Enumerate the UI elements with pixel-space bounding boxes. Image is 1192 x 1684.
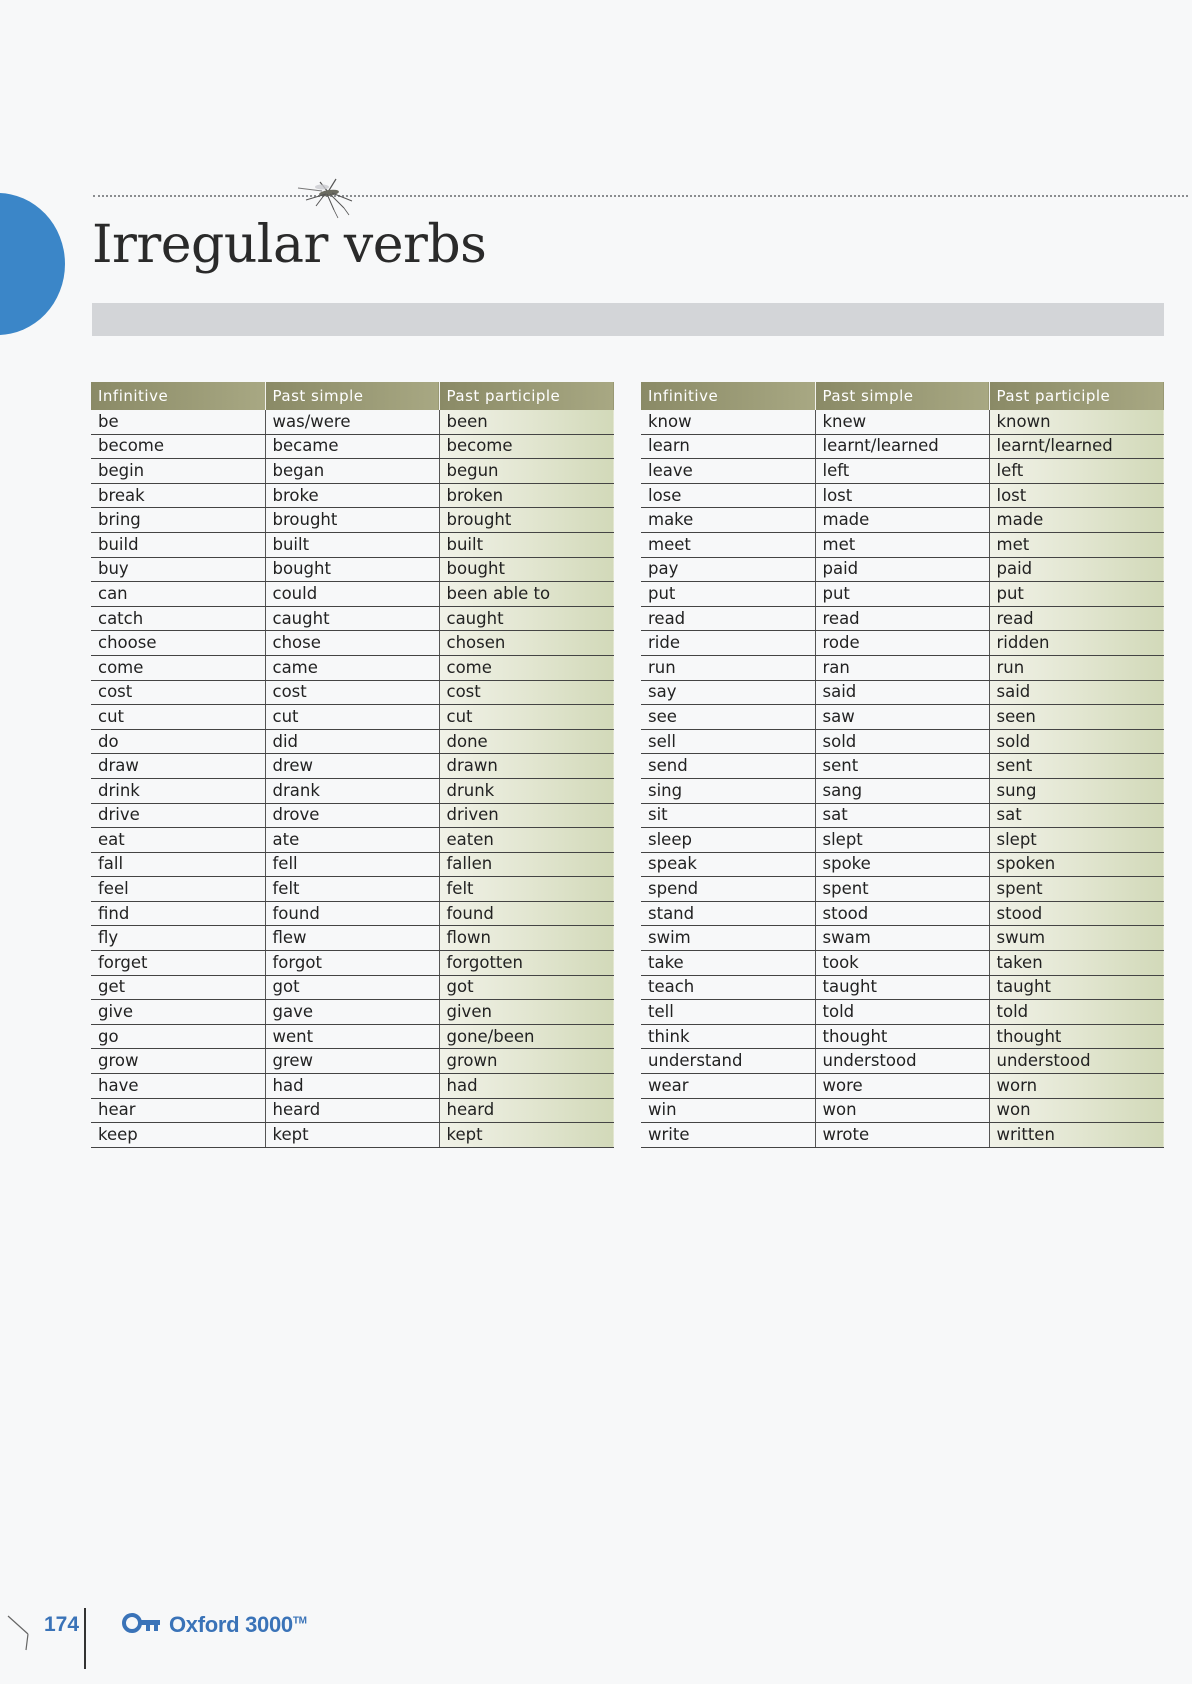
- infinitive-cell: say: [641, 680, 815, 705]
- infinitive-cell: fly: [91, 926, 265, 951]
- infinitive-cell: grow: [91, 1049, 265, 1074]
- table-row: [91, 803, 614, 828]
- table-row: [91, 434, 614, 459]
- table-row: [641, 705, 1164, 730]
- past-simple-cell: chose: [265, 631, 439, 656]
- table-row: [91, 1098, 614, 1123]
- past-participle-cell: had: [439, 1074, 614, 1099]
- table-row: [91, 901, 614, 926]
- past-participle-cell: felt: [439, 877, 614, 902]
- past-simple-cell: slept: [815, 828, 989, 853]
- table-row: [91, 975, 614, 1000]
- brand-name: [169, 1612, 307, 1638]
- past-participle-cell: flown: [439, 926, 614, 951]
- past-participle-cell: cut: [439, 705, 614, 730]
- infinitive-cell: sit: [641, 803, 815, 828]
- infinitive-cell: drive: [91, 803, 265, 828]
- infinitive-cell: speak: [641, 852, 815, 877]
- page-title: Irregular verbs: [92, 215, 487, 275]
- past-participle-cell: sold: [989, 729, 1164, 754]
- past-participle-cell: taken: [989, 951, 1164, 976]
- past-simple-cell: drank: [265, 778, 439, 803]
- table-row: [641, 410, 1164, 434]
- past-participle-cell: worn: [989, 1074, 1164, 1099]
- past-participle-cell: told: [989, 1000, 1164, 1025]
- table-row: [641, 828, 1164, 853]
- past-participle-cell: grown: [439, 1049, 614, 1074]
- table-row: [641, 483, 1164, 508]
- table-row: [91, 828, 614, 853]
- past-participle-cell: known: [989, 410, 1164, 434]
- table-row: [641, 1074, 1164, 1099]
- key-icon: [122, 1611, 162, 1635]
- table-row: [641, 1000, 1164, 1025]
- trademark-mark: TM: [292, 1615, 307, 1627]
- page-number: 174: [44, 1613, 80, 1636]
- table-row: [91, 532, 614, 557]
- table-row: [641, 508, 1164, 533]
- past-simple-cell: saw: [815, 705, 989, 730]
- table-row: [91, 582, 614, 607]
- table-row: [641, 754, 1164, 779]
- table-row: [641, 459, 1164, 484]
- infinitive-cell: tell: [641, 1000, 815, 1025]
- table-row: [91, 951, 614, 976]
- past-participle-cell: gone/been: [439, 1024, 614, 1049]
- header-band: [92, 303, 1164, 336]
- table-row: [91, 680, 614, 705]
- table-row: [91, 508, 614, 533]
- table-row: [641, 803, 1164, 828]
- past-simple-cell: learnt/learned: [815, 434, 989, 459]
- column-header-past-simple: Past simple: [265, 382, 439, 410]
- past-simple-cell: had: [265, 1074, 439, 1099]
- past-simple-cell: understood: [815, 1049, 989, 1074]
- past-participle-cell: cost: [439, 680, 614, 705]
- past-simple-cell: read: [815, 606, 989, 631]
- past-participle-cell: got: [439, 975, 614, 1000]
- past-participle-cell: left: [989, 459, 1164, 484]
- infinitive-cell: be: [91, 410, 265, 434]
- past-simple-cell: swam: [815, 926, 989, 951]
- past-participle-cell: put: [989, 582, 1164, 607]
- past-participle-cell: spent: [989, 877, 1164, 902]
- table-row: [91, 754, 614, 779]
- table-row: [641, 606, 1164, 631]
- table-row: [91, 877, 614, 902]
- past-participle-cell: paid: [989, 557, 1164, 582]
- past-participle-cell: made: [989, 508, 1164, 533]
- table-row: [91, 1000, 614, 1025]
- past-simple-cell: bought: [265, 557, 439, 582]
- title-rule: [93, 195, 1188, 197]
- infinitive-cell: keep: [91, 1123, 265, 1148]
- infinitive-cell: put: [641, 582, 815, 607]
- past-simple-cell: wore: [815, 1074, 989, 1099]
- infinitive-cell: build: [91, 532, 265, 557]
- footer-separator: [84, 1608, 86, 1669]
- table-row: [641, 901, 1164, 926]
- infinitive-cell: become: [91, 434, 265, 459]
- infinitive-cell: know: [641, 410, 815, 434]
- infinitive-cell: sleep: [641, 828, 815, 853]
- table-row: [91, 729, 614, 754]
- infinitive-cell: begin: [91, 459, 265, 484]
- table-row: [91, 852, 614, 877]
- table-row: [641, 926, 1164, 951]
- past-participle-cell: lost: [989, 483, 1164, 508]
- past-simple-cell: became: [265, 434, 439, 459]
- corner-mark: [6, 1612, 36, 1652]
- infinitive-cell: leave: [641, 459, 815, 484]
- infinitive-cell: spend: [641, 877, 815, 902]
- infinitive-cell: do: [91, 729, 265, 754]
- table-row: [641, 1098, 1164, 1123]
- past-simple-cell: went: [265, 1024, 439, 1049]
- past-simple-cell: took: [815, 951, 989, 976]
- infinitive-cell: swim: [641, 926, 815, 951]
- infinitive-cell: cut: [91, 705, 265, 730]
- past-simple-cell: could: [265, 582, 439, 607]
- past-simple-cell: broke: [265, 483, 439, 508]
- infinitive-cell: write: [641, 1123, 815, 1148]
- table-row: [91, 705, 614, 730]
- table-row: [641, 557, 1164, 582]
- past-participle-cell: forgotten: [439, 951, 614, 976]
- past-simple-cell: came: [265, 655, 439, 680]
- past-simple-cell: sat: [815, 803, 989, 828]
- past-participle-cell: found: [439, 901, 614, 926]
- past-simple-cell: knew: [815, 410, 989, 434]
- infinitive-cell: eat: [91, 828, 265, 853]
- table-row: [641, 655, 1164, 680]
- infinitive-cell: feel: [91, 877, 265, 902]
- column-header-past-simple: Past simple: [815, 382, 989, 410]
- past-simple-cell: told: [815, 1000, 989, 1025]
- past-simple-cell: made: [815, 508, 989, 533]
- past-simple-cell: put: [815, 582, 989, 607]
- past-simple-cell: drove: [265, 803, 439, 828]
- past-simple-cell: spoke: [815, 852, 989, 877]
- past-participle-cell: eaten: [439, 828, 614, 853]
- past-participle-cell: understood: [989, 1049, 1164, 1074]
- table-header-row: [641, 382, 1164, 410]
- past-simple-cell: sang: [815, 778, 989, 803]
- infinitive-cell: see: [641, 705, 815, 730]
- infinitive-cell: make: [641, 508, 815, 533]
- past-participle-cell: been able to: [439, 582, 614, 607]
- table-row: [91, 483, 614, 508]
- table-row: [641, 680, 1164, 705]
- past-simple-cell: built: [265, 532, 439, 557]
- past-participle-cell: ridden: [989, 631, 1164, 656]
- past-simple-cell: began: [265, 459, 439, 484]
- past-participle-cell: kept: [439, 1123, 614, 1148]
- past-simple-cell: lost: [815, 483, 989, 508]
- table-row: [641, 852, 1164, 877]
- table-row: [641, 729, 1164, 754]
- past-simple-cell: caught: [265, 606, 439, 631]
- table-row: [91, 655, 614, 680]
- table-row: [641, 582, 1164, 607]
- past-participle-cell: swum: [989, 926, 1164, 951]
- past-participle-cell: drunk: [439, 778, 614, 803]
- past-participle-cell: spoken: [989, 852, 1164, 877]
- table-row: [91, 926, 614, 951]
- past-simple-cell: spent: [815, 877, 989, 902]
- table-row: [91, 1123, 614, 1148]
- past-participle-cell: driven: [439, 803, 614, 828]
- table-row: [641, 1123, 1164, 1148]
- past-participle-cell: written: [989, 1123, 1164, 1148]
- past-simple-cell: met: [815, 532, 989, 557]
- past-simple-cell: sold: [815, 729, 989, 754]
- infinitive-cell: stand: [641, 901, 815, 926]
- past-participle-cell: brought: [439, 508, 614, 533]
- table-row: [91, 631, 614, 656]
- past-simple-cell: thought: [815, 1024, 989, 1049]
- infinitive-cell: fall: [91, 852, 265, 877]
- past-participle-cell: seen: [989, 705, 1164, 730]
- past-simple-cell: wrote: [815, 1123, 989, 1148]
- past-simple-cell: heard: [265, 1098, 439, 1123]
- past-participle-cell: bought: [439, 557, 614, 582]
- infinitive-cell: run: [641, 655, 815, 680]
- past-simple-cell: cost: [265, 680, 439, 705]
- table-row: [641, 951, 1164, 976]
- past-simple-cell: paid: [815, 557, 989, 582]
- infinitive-cell: sing: [641, 778, 815, 803]
- past-participle-cell: come: [439, 655, 614, 680]
- past-simple-cell: kept: [265, 1123, 439, 1148]
- infinitive-cell: buy: [91, 557, 265, 582]
- infinitive-cell: go: [91, 1024, 265, 1049]
- past-simple-cell: did: [265, 729, 439, 754]
- infinitive-cell: wear: [641, 1074, 815, 1099]
- infinitive-cell: read: [641, 606, 815, 631]
- infinitive-cell: ride: [641, 631, 815, 656]
- infinitive-cell: forget: [91, 951, 265, 976]
- table-row: [91, 1024, 614, 1049]
- past-participle-cell: won: [989, 1098, 1164, 1123]
- past-simple-cell: drew: [265, 754, 439, 779]
- verbs-table-left: [91, 382, 614, 1148]
- past-simple-cell: flew: [265, 926, 439, 951]
- table-row: [641, 1049, 1164, 1074]
- past-simple-cell: ate: [265, 828, 439, 853]
- infinitive-cell: drink: [91, 778, 265, 803]
- table-row: [91, 410, 614, 434]
- past-simple-cell: sent: [815, 754, 989, 779]
- past-simple-cell: left: [815, 459, 989, 484]
- past-participle-cell: thought: [989, 1024, 1164, 1049]
- past-simple-cell: felt: [265, 877, 439, 902]
- infinitive-cell: bring: [91, 508, 265, 533]
- infinitive-cell: cost: [91, 680, 265, 705]
- past-simple-cell: found: [265, 901, 439, 926]
- past-participle-cell: sung: [989, 778, 1164, 803]
- infinitive-cell: pay: [641, 557, 815, 582]
- infinitive-cell: take: [641, 951, 815, 976]
- table-row: [641, 877, 1164, 902]
- table-row: [641, 631, 1164, 656]
- verbs-table-right: [641, 382, 1164, 1148]
- past-simple-cell: cut: [265, 705, 439, 730]
- table-row: [641, 532, 1164, 557]
- past-participle-cell: read: [989, 606, 1164, 631]
- infinitive-cell: draw: [91, 754, 265, 779]
- infinitive-cell: hear: [91, 1098, 265, 1123]
- past-participle-cell: run: [989, 655, 1164, 680]
- past-simple-cell: won: [815, 1098, 989, 1123]
- past-simple-cell: got: [265, 975, 439, 1000]
- past-participle-cell: met: [989, 532, 1164, 557]
- table-row: [91, 606, 614, 631]
- past-participle-cell: said: [989, 680, 1164, 705]
- column-header-infinitive: Infinitive: [641, 382, 815, 410]
- past-participle-cell: heard: [439, 1098, 614, 1123]
- past-participle-cell: done: [439, 729, 614, 754]
- table-row: [641, 975, 1164, 1000]
- infinitive-cell: sell: [641, 729, 815, 754]
- table-row: [91, 459, 614, 484]
- past-participle-cell: caught: [439, 606, 614, 631]
- infinitive-cell: win: [641, 1098, 815, 1123]
- table-row: [91, 557, 614, 582]
- past-participle-cell: been: [439, 410, 614, 434]
- table-row: [641, 1024, 1164, 1049]
- past-simple-cell: taught: [815, 975, 989, 1000]
- table-row: [641, 434, 1164, 459]
- infinitive-cell: give: [91, 1000, 265, 1025]
- past-simple-cell: rode: [815, 631, 989, 656]
- table-row: [641, 778, 1164, 803]
- brand-text: Oxford 3000: [169, 1612, 293, 1637]
- infinitive-cell: teach: [641, 975, 815, 1000]
- past-simple-cell: fell: [265, 852, 439, 877]
- past-participle-cell: fallen: [439, 852, 614, 877]
- infinitive-cell: get: [91, 975, 265, 1000]
- table-row: [91, 778, 614, 803]
- infinitive-cell: think: [641, 1024, 815, 1049]
- past-participle-cell: sat: [989, 803, 1164, 828]
- table-row: [91, 1049, 614, 1074]
- past-simple-cell: said: [815, 680, 989, 705]
- past-simple-cell: grew: [265, 1049, 439, 1074]
- infinitive-cell: understand: [641, 1049, 815, 1074]
- past-participle-cell: broken: [439, 483, 614, 508]
- infinitive-cell: lose: [641, 483, 815, 508]
- past-simple-cell: was/were: [265, 410, 439, 434]
- infinitive-cell: can: [91, 582, 265, 607]
- past-participle-cell: built: [439, 532, 614, 557]
- past-participle-cell: taught: [989, 975, 1164, 1000]
- column-header-past-participle: Past participle: [989, 382, 1164, 410]
- past-simple-cell: stood: [815, 901, 989, 926]
- past-simple-cell: brought: [265, 508, 439, 533]
- section-tab-marker: [0, 193, 65, 335]
- infinitive-cell: find: [91, 901, 265, 926]
- past-participle-cell: learnt/learned: [989, 434, 1164, 459]
- past-participle-cell: become: [439, 434, 614, 459]
- past-simple-cell: gave: [265, 1000, 439, 1025]
- past-simple-cell: forgot: [265, 951, 439, 976]
- infinitive-cell: send: [641, 754, 815, 779]
- past-participle-cell: given: [439, 1000, 614, 1025]
- infinitive-cell: break: [91, 483, 265, 508]
- table-row: [91, 1074, 614, 1099]
- column-header-infinitive: Infinitive: [91, 382, 265, 410]
- infinitive-cell: choose: [91, 631, 265, 656]
- infinitive-cell: learn: [641, 434, 815, 459]
- past-participle-cell: stood: [989, 901, 1164, 926]
- infinitive-cell: come: [91, 655, 265, 680]
- past-participle-cell: begun: [439, 459, 614, 484]
- past-participle-cell: chosen: [439, 631, 614, 656]
- column-header-past-participle: Past participle: [439, 382, 614, 410]
- past-simple-cell: ran: [815, 655, 989, 680]
- table-header-row: [91, 382, 614, 410]
- infinitive-cell: have: [91, 1074, 265, 1099]
- past-participle-cell: slept: [989, 828, 1164, 853]
- infinitive-cell: meet: [641, 532, 815, 557]
- past-participle-cell: drawn: [439, 754, 614, 779]
- past-participle-cell: sent: [989, 754, 1164, 779]
- infinitive-cell: catch: [91, 606, 265, 631]
